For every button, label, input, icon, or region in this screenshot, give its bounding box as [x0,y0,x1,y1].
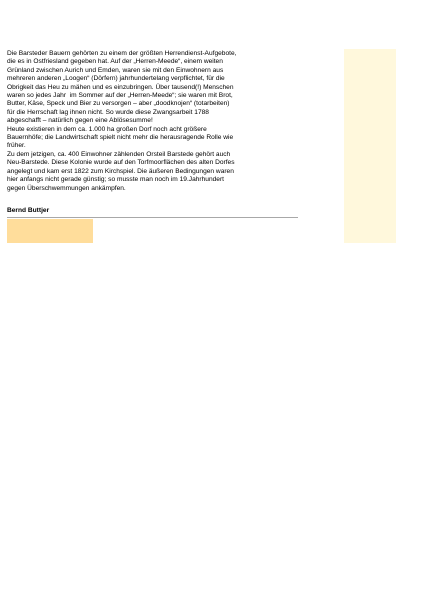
text-line: mehreren anderen „Loogen“ (Dörfern) jahrhundertelang verpflichtet, für die [7,75,225,83]
text-line: für die Herrschaft lag ihnen nicht. So wurde diese Zwangsarbeit 1788 [7,108,209,116]
footer-box [7,219,93,243]
divider [7,217,298,218]
article-text [7,50,299,193]
text-line: Zu dem jetzigen, ca. 400 Einwohner zählenden Orsteil Barstede gehört auch [7,150,231,158]
text-line: Obrigkeit das Heu zu mähen und es einzubringen. Über tausend(!) Menschen [7,83,234,91]
side-panel [344,49,396,243]
text-line: gegen Überschwemmungen ankämpfen. [7,184,126,192]
text-line: angelegt und kam erst 1822 zum Kirchspiel. Die äußeren Bedingungen waren [7,167,234,175]
text-line: Butter, Käse, Speck und Bier zu versorgen – aber „doodknojen“ (totarbeiten) [7,100,230,108]
text-line: Heute existieren in dem ca. 1.000 ha großen Dorf noch acht größere [7,125,207,133]
text-line: Neu-Barstede. Diese Kolonie wurde auf den Torfmoorflächen des alten Dorfes [7,159,235,167]
text-line: hier anfangs nicht gerade günstig; so musste man noch im 19.Jahrhundert [7,176,224,184]
text-line: Bauernhöfe; die Landwirtschaft spielt nicht mehr die herausragende Rolle wie [7,134,234,142]
author-name: Bernd Buttjer [7,206,50,214]
text-line: die es in Ostfriesland gegeben hat. Auf der „Herren-Meede“, einem weiten [7,58,223,66]
text-line: abgeschafft – natürlich gegen eine Ablösesumme! [7,117,153,125]
text-line: Die Barsteder Bauern gehörten zu einem der größten Herrendienst-Aufgebote, [7,50,237,57]
article [7,50,299,218]
text-line: Grünland zwischen Aurich und Emden, waren sie mit den Einwohnern aus [7,66,224,74]
text-line: waren so jedes Jahr im Sommer auf der „Herren-Meede“; sie waren mit Brot, [7,92,233,100]
text-line: früher. [7,142,26,150]
